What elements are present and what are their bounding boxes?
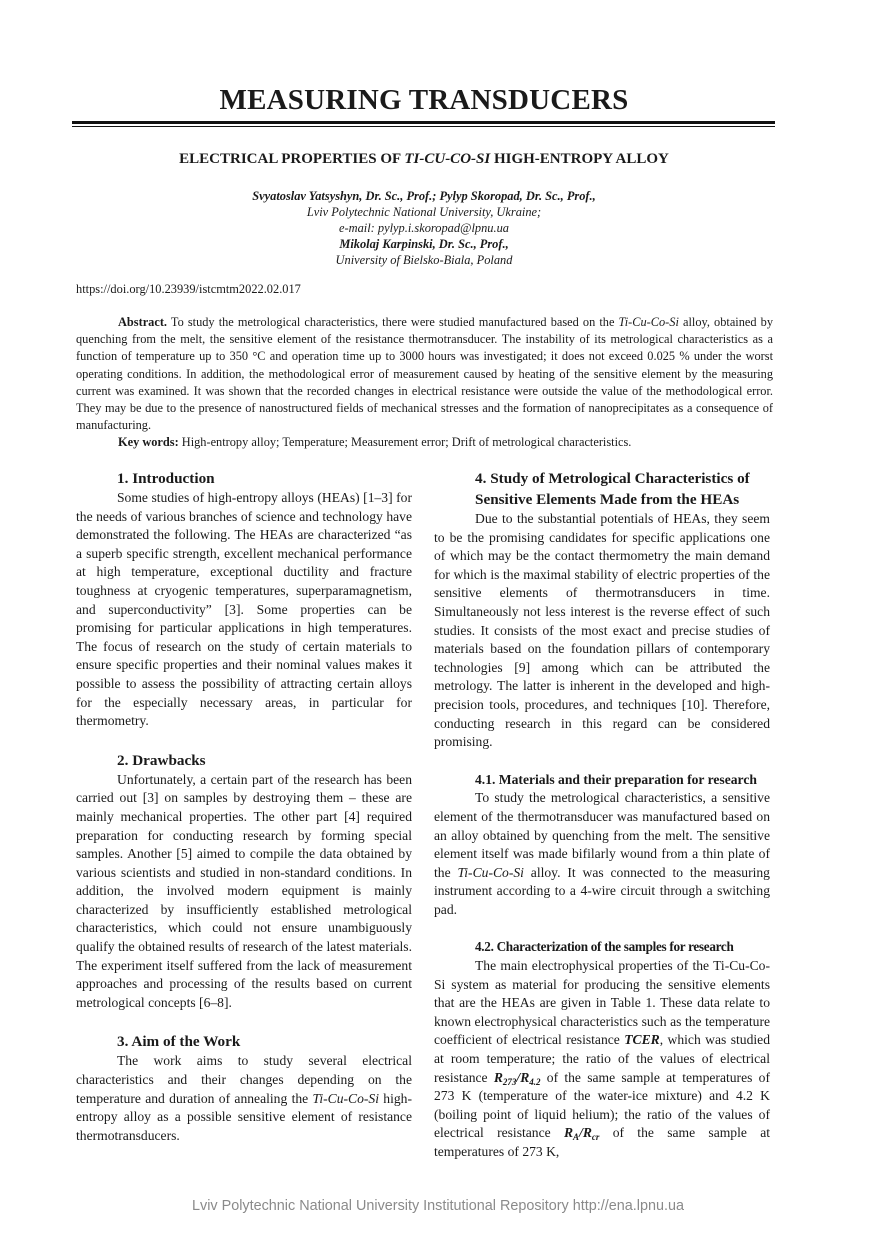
paper-title-alloy: TI-CU-CO-SI — [404, 151, 491, 167]
materials-text-1: To study the metrological characteristics, a sensitive element of the thermotransducer was manufactured based on an alloy obtained by quenching from the melt. The sensitive element itself was made bifilarly wound from a thin plate of the — [434, 790, 770, 880]
abstract-paragraph — [76, 314, 773, 434]
char-text-3: of the same sample at temperatures of 273 K (temperature of the water-ice mixture) and 4.2 K (boiling point of liquid helium); the ratio of the values of electrical resistance — [434, 1069, 770, 1141]
abstract — [76, 314, 773, 452]
drawbacks-text: Unfortunately, a certain part of the research has been carried out [3] on samples by destroying them – these are mainly mechanical properties. The other part [4] required preparation for conducting research by forming special samples. Another [5] aimed to compile the data obtained by various scientists and studied in non-standard conditions. In addition, the involved modern equipment is mainly characterized by insufficiently established metrological characteristics, which could not ensure unambiguously qualify the obtained results of research of the latest materials. The experiment itself suffered from the lack of measurement approaches and processing of the results based on current metrological concepts [6–8]. — [76, 771, 412, 1010]
r273-symbol — [494, 1070, 541, 1085]
section-heading-aim: 3. Aim of the Work — [117, 1033, 241, 1051]
right-column — [434, 468, 770, 1162]
abstract-text-2: alloy, obtained by quenching from the melt, the sensitive element of the resistance thermotransducer. The instability of its metrological characteristics as a function of temperature up to 350 °C and operation time up to 3000 hours was investigated; it does not exceed 0.025 % under the worst operating conditions. In addition, the methodological error of measurement caused by heating of the sensitive element by the measuring current was examined. It was shown that the recorded changes in electrical resistance were outside the value of the methodological error. They may be due to the presence of nanostructured fields of mechanical stresses and the formation of nanoprecipitates as a consequence of manufacturing. — [76, 315, 773, 433]
char-text-4: of the same sample at temperatures of 273 K, — [434, 1125, 770, 1159]
keywords-text: High-entropy alloy; Temperature; Measurement error; Drift of metrological characteristics. — [178, 435, 632, 450]
doi-link[interactable]: https://doi.org/10.23939/istcmtm2022.02.017 — [76, 282, 301, 296]
section-heading-study — [434, 468, 770, 510]
study-heading-text: 4. Study of Metrological Characteristics of Sensitive Elements Made from the HEAs — [475, 470, 750, 508]
abstract-label: Abstract. — [118, 315, 168, 329]
author-email: e-mail: pylyp.i.skoropad@lpnu.ua — [339, 221, 509, 235]
section-heading-introduction: 1. Introduction — [117, 470, 215, 487]
materials-alloy: Ti-Cu-Co-Si — [457, 864, 524, 880]
r273-letter: R — [493, 1069, 503, 1085]
ra-rcr-symbol — [563, 1125, 600, 1143]
keywords-label: Key words: — [118, 435, 179, 450]
materials-text — [434, 789, 770, 919]
aim-alloy: Ti-Cu-Co-Si — [312, 1090, 379, 1106]
left-column — [76, 468, 412, 1145]
paper-title-suffix: HIGH-ENTROPY ALLOY — [490, 151, 669, 167]
r273-subscript: 273 — [502, 1076, 517, 1087]
rcr-subscript: cr — [591, 1132, 600, 1143]
study-text: Due to the substantial potentials of HEAs, they seem to be the promising candidates for specific applications one of which may be the contact thermometry the main demand for which is the maximal stability of electric properties of the sensitive elements of thermotransducers in time. Simultaneously not less interest is the reverse effect of such studies. It consists of the most exact and precise studies of materials based on the foundation pillars of contemporary technologies [9] among which can be attributed the metrology. The latter is inherent in the developed and high-precision tools, procedures, and techniques [10]. Therefore, conducting research in this regard can be considered promising. — [434, 511, 770, 750]
header-rule-thin — [72, 126, 775, 127]
repository-footer: Lviv Polytechnic National University Institutional Repository http://ena.lpnu.ua — [192, 1198, 684, 1214]
paper-title-prefix: ELECTRICAL PROPERTIES OF — [179, 151, 405, 167]
header-rule-thick — [72, 121, 775, 124]
r42-subscript: 4.2 — [529, 1076, 541, 1087]
characterization-text — [434, 957, 770, 1162]
authors-line-1: Svyatoslav Yatsyshyn, Dr. Sc., Prof.; Pylyp Skoropad, Dr. Sc., Prof., — [252, 189, 596, 203]
subsection-heading-characterization: 4.2. Characterization of the samples for research — [475, 939, 734, 955]
affiliation-2: University of Bielsko-Biala, Poland — [335, 253, 513, 267]
char-text-1: The main electrophysical properties of the Ti-Cu-Co-Si system as material for producing the sensitive elements that are the HEAs are given in Table 1. These data relate to known electrophysical characteristics such as the temperature coefficient of electrical resistance — [434, 958, 770, 1048]
aim-text-1: The work aims to study several electrical characteristics and their changes depending on the temperature and duration of annealing the — [76, 1053, 412, 1106]
introduction-text: Some studies of high-entropy alloys (HEAs) [1–3] for the needs of various branches of science and technology have demonstrated the following. The HEAs are characterized “as a superb specific strength, excellent mechanical performance at high temperature, exceptional ductility and fracture toughness at cryogenic temperatures, superparamagnetism, and superconductivity” [3]. Some properties can be promising for particular applications in high temperatures. The focus of research on the study of certain materials to ensure specific properties and their nominal values makes it possible to assess the possibility of attracting certain alloys for the especially necessary areas, in particular for thermometry. — [76, 490, 412, 729]
rcr-letter: R — [582, 1125, 592, 1141]
ra-letter: R — [563, 1125, 574, 1141]
ratio-slash: / — [516, 1069, 521, 1085]
paper-title — [72, 149, 776, 169]
char-text-2: , which was studied at room temperature; the ratio of the values of electrical resistance — [434, 1032, 770, 1085]
abstract-text-1: To study the metrological characteristics, there were studied manufactured based on the — [167, 315, 619, 329]
aim-text-2: high-entropy alloy as a possible sensitive element of resistance thermotransducers. — [76, 1090, 412, 1143]
ra-subscript: A — [573, 1132, 580, 1143]
authors-line-2: Mikolaj Karpinski, Dr. Sc., Prof., — [339, 237, 509, 251]
abstract-alloy: Ti-Cu-Co-Si — [618, 315, 679, 329]
aim-text — [76, 1052, 412, 1145]
tcer-symbol: TCER — [624, 1032, 660, 1048]
subsection-heading-materials: 4.1. Materials and their preparation for research — [475, 771, 757, 787]
author-block — [72, 188, 776, 268]
section-heading-drawbacks: 2. Drawbacks — [117, 751, 206, 769]
r42-letter: R — [520, 1069, 530, 1085]
affiliation-1: Lviv Polytechnic National University, Ukraine; — [306, 205, 542, 219]
materials-text-2: alloy. It was connected to the measuring instrument according to a 4-wire circuit through a switching pad. — [434, 864, 770, 917]
keywords-paragraph — [76, 434, 773, 451]
journal-section-title: MEASURING TRANSDUCERS — [219, 84, 629, 116]
ratio-slash-2: / — [579, 1125, 583, 1141]
